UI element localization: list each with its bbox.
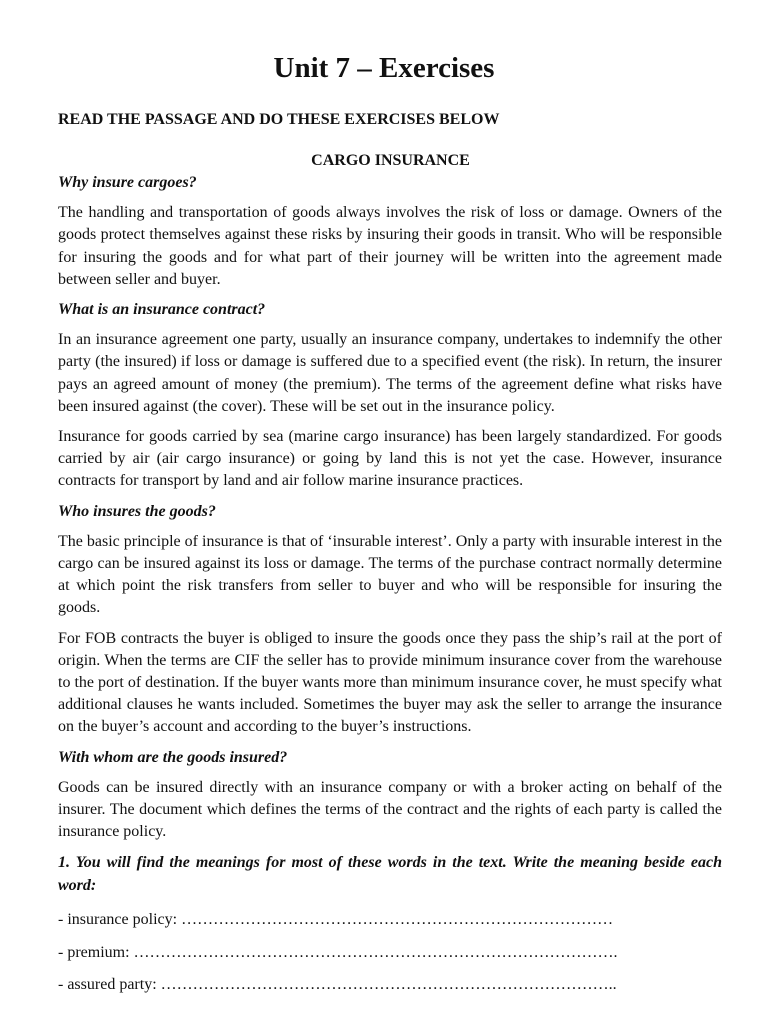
section-heading-why-insure: Why insure cargoes? [58, 174, 197, 191]
paragraph-who-insures-1: The basic principle of insurance is that of ‘insurable interest’. Only a party with insurable interest in the cargo can be insured against its loss or damage. The terms of the purchase contract normally determine at which point the risk transfers from seller to buyer and who will be responsible for insuring the goods. [58, 532, 722, 617]
section-heading-insurance-contract: What is an insurance contract? [58, 301, 266, 319]
paragraph-who-insures-2: For FOB contracts the buyer is obliged to insure the goods once they pass the ship’s rail at the port of origin. When the terms are CIF the seller has to provide minimum insurance cover from the warehouse to the port of destination. If the buyer wants more than minimum insurance cover, he must specify what additional clauses he wants included. Sometimes the buyer may ask the seller to arrange the insurance on the buyer’s account and according to the buyer’s instructions. [58, 629, 722, 736]
paragraph-why-insure: The handling and transportation of goods always involves the risk of loss or damage. Owners of the goods protect themselves against these risks by insuring their goods in transit. Who will be responsible for insuring the goods and for what part of their journey will be written into the agreement made between seller and buyer. [58, 204, 722, 288]
paragraph-insurance-contract-1: In an insurance agreement one party, usually an insurance company, undertakes to indemnify the other party (the insured) if loss or damage is suffered due to a specified event (the risk). In return, the insurer pays an agreed amount of money (the premium). The terms of the agreement define what risks have been insured against (the cover). These will be set out in the insurance policy. [58, 331, 722, 415]
section-heading-who-insures: Who insures the goods? [58, 502, 216, 520]
passage-body [58, 172, 722, 1007]
paragraph-insurance-contract-2: Insurance for goods carried by sea (marine cargo insurance) has been largely standardized. For goods carried by air (air cargo insurance) or going by land this is not yet the case. However, insurance contracts for transport by land and air follow marine insurance practices. [58, 428, 722, 490]
section-heading-with-whom: With whom are the goods insured? [58, 748, 288, 766]
exercise-line-assured-party: - assured party: ………………………………………………………………………….. [58, 976, 617, 994]
paragraph-with-whom: Goods can be insured directly with an insurance company or with a broker acting on behalf of the insurer. The document which defines the terms of the contract and the rights of each party is called the insurance policy. [58, 778, 722, 841]
exercise-line-insurance-policy: - insurance policy: ……………………………………………………………………… [58, 910, 614, 928]
exercise-line-premium: - premium: ………………………………………………………………………………. [58, 943, 618, 961]
instruction-heading: READ THE PASSAGE AND DO THESE EXERCISES BELOW [58, 111, 500, 128]
passage-title: CARGO INSURANCE [311, 152, 470, 169]
exercise-prompt: 1. You will find the meanings for most of these words in the text. Write the meaning beside each word: [58, 854, 722, 894]
page-title: Unit 7 – Exercises [273, 52, 495, 84]
